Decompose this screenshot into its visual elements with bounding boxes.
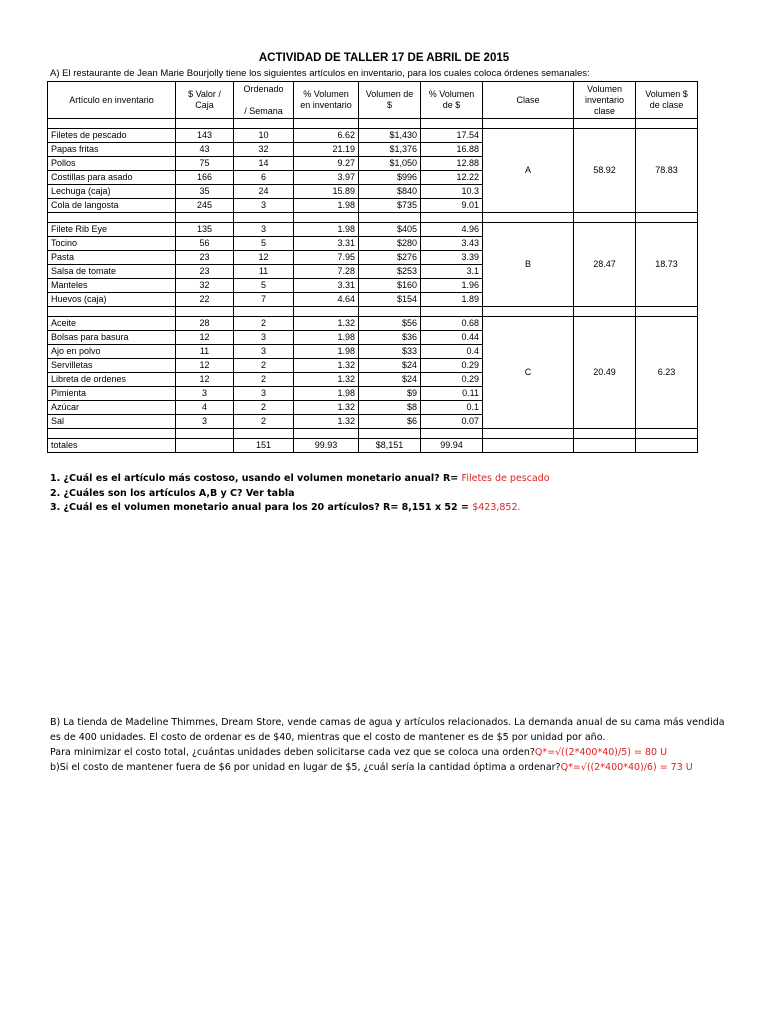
gap-cell — [483, 213, 574, 223]
item-pct-vol: 9.01 — [421, 199, 483, 213]
part-b-answer-b: Q*=√((2*400*40)/6) = 73 U — [560, 762, 693, 773]
totals-vol-inv — [574, 439, 636, 453]
item-valor: 166 — [176, 171, 234, 185]
gap-cell — [421, 213, 483, 223]
gap-cell — [48, 213, 176, 223]
question-text: 1. ¿Cuál es el artículo más costoso, usando el volumen monetario anual? R= — [50, 473, 462, 484]
gap-cell — [483, 307, 574, 317]
part-b-line-3 — [50, 747, 667, 758]
item-name: Cola de langosta — [48, 199, 176, 213]
item-vol: $996 — [359, 171, 421, 185]
totals-pct-vol: 99.94 — [421, 439, 483, 453]
item-valor: 4 — [176, 401, 234, 415]
gap-cell — [574, 213, 636, 223]
item-vol: $8 — [359, 401, 421, 415]
gap-cell — [359, 213, 421, 223]
header-vol-inv-clase: Volumen inventario clase — [574, 82, 636, 119]
item-vol: $840 — [359, 185, 421, 199]
item-name: Tocino — [48, 237, 176, 251]
gap-cell — [636, 429, 698, 439]
item-ordenado: 3 — [234, 345, 294, 359]
item-valor: 245 — [176, 199, 234, 213]
gap-cell — [636, 307, 698, 317]
item-name: Azúcar — [48, 401, 176, 415]
gap-cell — [636, 119, 698, 129]
item-ordenado: 14 — [234, 157, 294, 171]
item-name: Filetes de pescado — [48, 129, 176, 143]
class-label: C — [483, 317, 574, 429]
part-b-line-1: B) La tienda de Madeline Thimmes, Dream Store, vende camas de agua y artículos relacionados. La demanda anual de su cama más vendida — [50, 717, 725, 728]
item-pct-vol: 17.54 — [421, 129, 483, 143]
gap-cell — [176, 429, 234, 439]
item-ordenado: 2 — [234, 415, 294, 429]
class-label: A — [483, 129, 574, 213]
item-valor: 3 — [176, 415, 234, 429]
question-3 — [50, 502, 521, 513]
header-articulo: Artículo en inventario — [48, 82, 176, 119]
gap-cell — [421, 307, 483, 317]
item-vol: $154 — [359, 293, 421, 307]
item-valor: 23 — [176, 265, 234, 279]
item-ordenado: 3 — [234, 199, 294, 213]
class-vol-inv: 28.47 — [574, 223, 636, 307]
item-ordenado: 24 — [234, 185, 294, 199]
part-b-line-2: es de 400 unidades. El costo de ordenar es de $40, mientras que el costo de mantener es de $5 por unidad por año. — [50, 732, 606, 743]
item-vol: $735 — [359, 199, 421, 213]
item-pct-vol: 0.68 — [421, 317, 483, 331]
item-valor: 12 — [176, 359, 234, 373]
item-pct-vol: 1.89 — [421, 293, 483, 307]
gap-cell — [294, 429, 359, 439]
gap-cell — [48, 429, 176, 439]
gap-cell — [574, 307, 636, 317]
part-b-answer-a: Q*=√((2*400*40)/5) = 80 U — [534, 747, 668, 758]
gap-cell — [294, 213, 359, 223]
item-vol: $33 — [359, 345, 421, 359]
item-name: Huevos (caja) — [48, 293, 176, 307]
item-pct-inv: 3.31 — [294, 237, 359, 251]
item-pct-vol: 10.3 — [421, 185, 483, 199]
gap-cell — [234, 307, 294, 317]
item-vol: $160 — [359, 279, 421, 293]
item-name: Pollos — [48, 157, 176, 171]
class-label: B — [483, 223, 574, 307]
gap-cell — [234, 119, 294, 129]
gap-cell — [234, 429, 294, 439]
item-ordenado: 3 — [234, 387, 294, 401]
item-ordenado: 2 — [234, 401, 294, 415]
totals-clase — [483, 439, 574, 453]
table-row — [48, 223, 698, 237]
gap-cell — [421, 119, 483, 129]
item-name: Sal — [48, 415, 176, 429]
item-valor: 75 — [176, 157, 234, 171]
item-pct-inv: 1.32 — [294, 373, 359, 387]
item-pct-vol: 12.88 — [421, 157, 483, 171]
class-vol-inv: 58.92 — [574, 129, 636, 213]
item-pct-vol: 0.4 — [421, 345, 483, 359]
gap-cell — [234, 213, 294, 223]
gap-cell — [294, 307, 359, 317]
part-b-question-b: b)Si el costo de mantener fuera de $6 por unidad en lugar de $5, ¿cuál sería la cantidad óptima a ordenar? — [50, 762, 561, 773]
gap-row — [48, 119, 698, 129]
item-pct-inv: 4.64 — [294, 293, 359, 307]
item-vol: $1,376 — [359, 143, 421, 157]
item-name: Costillas para asado — [48, 171, 176, 185]
header-ordenado-1: Ordenado — [243, 83, 284, 94]
page-title: ACTIVIDAD DE TALLER 17 DE ABRIL DE 2015 — [258, 52, 510, 64]
gap-cell — [176, 213, 234, 223]
item-valor: 35 — [176, 185, 234, 199]
item-ordenado: 2 — [234, 317, 294, 331]
question-2 — [50, 488, 295, 499]
totals-ordenado: 151 — [234, 439, 294, 453]
item-valor: 23 — [176, 251, 234, 265]
item-valor: 3 — [176, 387, 234, 401]
item-valor: 11 — [176, 345, 234, 359]
item-pct-inv: 21.19 — [294, 143, 359, 157]
item-pct-inv: 6.62 — [294, 129, 359, 143]
header-pct-inv: % Volumen en inventario — [294, 82, 359, 119]
item-name: Manteles — [48, 279, 176, 293]
intro-text: A) El restaurante de Jean Marie Bourjolly tiene los siguientes artículos en inventario, para los cuales coloca órdenes semanales: — [50, 68, 590, 79]
item-valor: 22 — [176, 293, 234, 307]
header-ordenado — [234, 82, 294, 119]
item-vol: $1,430 — [359, 129, 421, 143]
item-ordenado: 5 — [234, 279, 294, 293]
item-pct-vol: 4.96 — [421, 223, 483, 237]
gap-row — [48, 307, 698, 317]
question-1 — [50, 473, 550, 484]
gap-cell — [48, 307, 176, 317]
item-vol: $9 — [359, 387, 421, 401]
item-pct-inv: 7.28 — [294, 265, 359, 279]
gap-cell — [48, 119, 176, 129]
item-pct-vol: 1.96 — [421, 279, 483, 293]
item-ordenado: 2 — [234, 359, 294, 373]
gap-row — [48, 429, 698, 439]
table-row — [48, 129, 698, 143]
gap-cell — [176, 307, 234, 317]
header-clase: Clase — [483, 82, 574, 119]
item-pct-inv: 3.97 — [294, 171, 359, 185]
item-valor: 135 — [176, 223, 234, 237]
item-pct-vol: 0.29 — [421, 373, 483, 387]
item-name: Salsa de tomate — [48, 265, 176, 279]
class-vol-dollar: 78.83 — [636, 129, 698, 213]
item-ordenado: 3 — [234, 331, 294, 345]
totals-valor — [176, 439, 234, 453]
item-vol: $276 — [359, 251, 421, 265]
item-pct-vol: 16.88 — [421, 143, 483, 157]
header-vol: Volumen de $ — [359, 82, 421, 119]
item-vol: $6 — [359, 415, 421, 429]
header-vol-dollar-clase: Volumen $ de clase — [636, 82, 698, 119]
item-pct-vol: 3.1 — [421, 265, 483, 279]
item-vol: $24 — [359, 359, 421, 373]
item-pct-inv: 1.98 — [294, 223, 359, 237]
item-pct-inv: 7.95 — [294, 251, 359, 265]
item-valor: 12 — [176, 373, 234, 387]
item-name: Servilletas — [48, 359, 176, 373]
item-vol: $280 — [359, 237, 421, 251]
totals-pct-inv: 99.93 — [294, 439, 359, 453]
item-name: Lechuga (caja) — [48, 185, 176, 199]
item-name: Libreta de ordenes — [48, 373, 176, 387]
gap-cell — [574, 429, 636, 439]
item-pct-inv: 3.31 — [294, 279, 359, 293]
item-vol: $56 — [359, 317, 421, 331]
gap-cell — [359, 119, 421, 129]
item-name: Aceite — [48, 317, 176, 331]
abc-table — [47, 81, 698, 453]
gap-cell — [483, 429, 574, 439]
totals-vol-dollar — [636, 439, 698, 453]
item-ordenado: 11 — [234, 265, 294, 279]
question-text: 2. ¿Cuáles son los artículos A,B y C? Ver tabla — [50, 488, 295, 499]
gap-cell — [359, 429, 421, 439]
item-pct-inv: 1.32 — [294, 401, 359, 415]
item-pct-inv: 1.98 — [294, 345, 359, 359]
answer-text: Filetes de pescado — [461, 473, 550, 484]
gap-cell — [574, 119, 636, 129]
item-ordenado: 5 — [234, 237, 294, 251]
item-ordenado: 10 — [234, 129, 294, 143]
item-pct-vol: 0.29 — [421, 359, 483, 373]
item-name: Papas fritas — [48, 143, 176, 157]
item-pct-inv: 9.27 — [294, 157, 359, 171]
header-valor: $ Valor / Caja — [176, 82, 234, 119]
item-pct-vol: 0.11 — [421, 387, 483, 401]
gap-row — [48, 213, 698, 223]
item-valor: 143 — [176, 129, 234, 143]
item-valor: 12 — [176, 331, 234, 345]
item-vol: $253 — [359, 265, 421, 279]
item-pct-inv: 1.98 — [294, 387, 359, 401]
item-valor: 43 — [176, 143, 234, 157]
item-valor: 56 — [176, 237, 234, 251]
item-ordenado: 2 — [234, 373, 294, 387]
gap-cell — [636, 213, 698, 223]
header-pct-vol: % Volumen de $ — [421, 82, 483, 119]
item-name: Filete Rib Eye — [48, 223, 176, 237]
gap-cell — [421, 429, 483, 439]
item-pct-vol: 3.43 — [421, 237, 483, 251]
item-ordenado: 32 — [234, 143, 294, 157]
header-ordenado-2: / Semana — [244, 105, 283, 116]
question-text: 3. ¿Cuál es el volumen monetario anual para los 20 artículos? R= 8,151 x 52 = — [50, 502, 473, 513]
gap-cell — [294, 119, 359, 129]
class-vol-dollar: 6.23 — [636, 317, 698, 429]
item-pct-inv: 1.98 — [294, 331, 359, 345]
item-name: Pasta — [48, 251, 176, 265]
totals-label: totales — [48, 439, 176, 453]
item-valor: 28 — [176, 317, 234, 331]
item-pct-inv: 1.32 — [294, 359, 359, 373]
item-name: Ajo en polvo — [48, 345, 176, 359]
item-pct-inv: 1.32 — [294, 415, 359, 429]
item-ordenado: 3 — [234, 223, 294, 237]
gap-cell — [359, 307, 421, 317]
item-vol: $405 — [359, 223, 421, 237]
item-pct-inv: 1.98 — [294, 199, 359, 213]
item-name: Pimienta — [48, 387, 176, 401]
item-pct-inv: 15.89 — [294, 185, 359, 199]
totals-vol: $8,151 — [359, 439, 421, 453]
gap-cell — [176, 119, 234, 129]
totals-row — [48, 439, 698, 453]
item-pct-vol: 0.07 — [421, 415, 483, 429]
item-vol: $24 — [359, 373, 421, 387]
item-pct-inv: 1.32 — [294, 317, 359, 331]
item-pct-vol: 12.22 — [421, 171, 483, 185]
item-valor: 32 — [176, 279, 234, 293]
item-ordenado: 6 — [234, 171, 294, 185]
answer-text: $423,852. — [472, 502, 521, 513]
item-ordenado: 12 — [234, 251, 294, 265]
class-vol-inv: 20.49 — [574, 317, 636, 429]
part-b-question-a: Para minimizar el costo total, ¿cuántas unidades deben solicitarse cada vez que se coloca una orden? — [50, 747, 535, 758]
table-row — [48, 317, 698, 331]
part-b-line-4 — [50, 762, 693, 773]
item-pct-vol: 0.44 — [421, 331, 483, 345]
header-row — [48, 82, 698, 119]
item-ordenado: 7 — [234, 293, 294, 307]
gap-cell — [483, 119, 574, 129]
item-pct-vol: 0.1 — [421, 401, 483, 415]
item-pct-vol: 3.39 — [421, 251, 483, 265]
class-vol-dollar: 18.73 — [636, 223, 698, 307]
item-vol: $1,050 — [359, 157, 421, 171]
item-vol: $36 — [359, 331, 421, 345]
item-name: Bolsas para basura — [48, 331, 176, 345]
